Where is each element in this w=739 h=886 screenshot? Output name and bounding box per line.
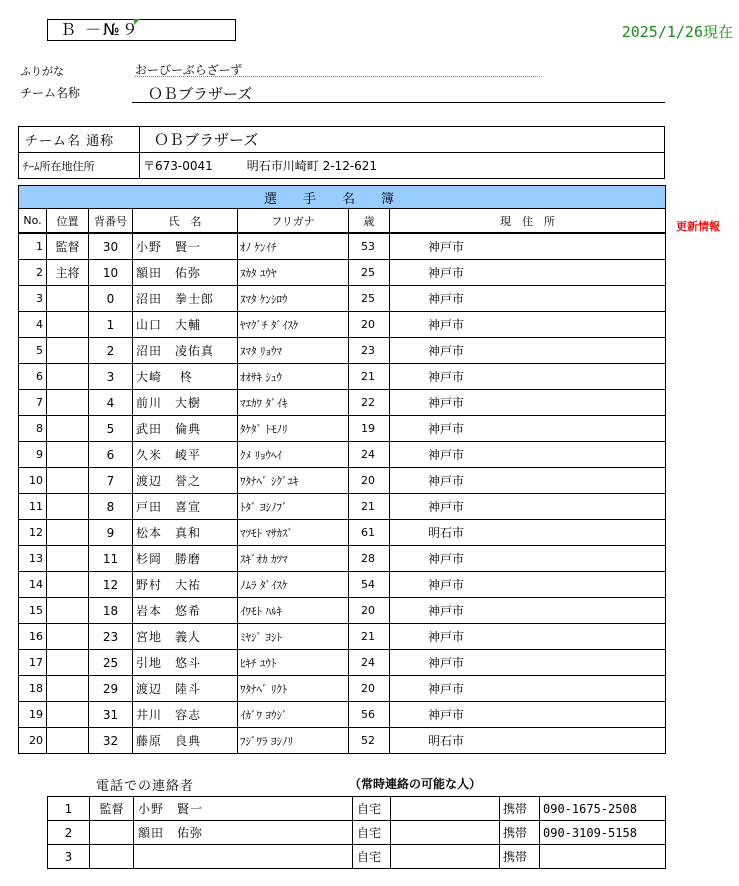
row-position — [47, 338, 89, 364]
row-name: 戸田 喜宣 — [133, 494, 238, 520]
row-kana: ﾄﾀﾞ ﾖｼﾉﾌﾞ — [238, 494, 349, 520]
row-name: 引地 悠斗 — [133, 650, 238, 676]
row-age: 53 — [349, 233, 390, 260]
row-name: 宮地 義人 — [133, 624, 238, 650]
row-kana: ﾔﾏｸﾞﾁ ﾀﾞｲｽｹ — [238, 312, 349, 338]
row-kana: ﾐﾔｼﾞ ﾖｼﾄ — [238, 624, 349, 650]
header-no: No. — [19, 209, 47, 234]
row-name: 岩本 悠希 — [133, 598, 238, 624]
row-number: 12 — [89, 572, 133, 598]
row-no: 14 — [19, 572, 47, 598]
row-number: 31 — [89, 702, 133, 728]
row-no: 4 — [19, 312, 47, 338]
row-age: 20 — [349, 676, 390, 702]
contact-row — [48, 821, 666, 845]
row-no: 19 — [19, 702, 47, 728]
team-id: Ｂ －№９ — [60, 20, 140, 39]
row-age: 25 — [349, 260, 390, 286]
row-kana: ﾀｹﾀﾞ ﾄﾓﾉﾘ — [238, 416, 349, 442]
contact-home-number — [391, 845, 500, 869]
contact-home-number — [391, 797, 500, 821]
row-age: 25 — [349, 286, 390, 312]
row-age: 54 — [349, 572, 390, 598]
row-name: 野村 大祐 — [133, 572, 238, 598]
row-address: 神戸市 — [390, 364, 666, 390]
row-name: 杉岡 勝磨 — [133, 546, 238, 572]
row-name: 藤原 良典 — [133, 728, 238, 754]
row-name: 渡辺 陸斗 — [133, 676, 238, 702]
row-position — [47, 676, 89, 702]
table-row — [19, 702, 666, 728]
row-age: 21 — [349, 494, 390, 520]
row-position — [47, 598, 89, 624]
row-no: 1 — [19, 233, 47, 260]
row-number: 3 — [89, 364, 133, 390]
row-number: 23 — [89, 624, 133, 650]
row-address: 神戸市 — [390, 468, 666, 494]
row-number: 11 — [89, 546, 133, 572]
contact-name: 小野 賢一 — [134, 797, 353, 821]
team-name-label: チーム名称 — [20, 86, 81, 100]
contact-note: （常時連絡の可能な人） — [349, 777, 482, 791]
contact-home-label: 自宅 — [353, 821, 391, 845]
row-age: 22 — [349, 390, 390, 416]
row-no: 10 — [19, 468, 47, 494]
row-number: 1 — [89, 312, 133, 338]
contact-no: 3 — [48, 845, 90, 869]
row-address: 神戸市 — [390, 494, 666, 520]
header-address: 現 住 所 — [390, 209, 666, 234]
address-row — [19, 153, 665, 179]
row-position — [47, 416, 89, 442]
row-kana: ｲｶﾞﾜ ﾖｳｼﾞ — [238, 702, 349, 728]
contact-position: 監督 — [90, 797, 134, 821]
table-row — [19, 546, 666, 572]
row-kana: ﾜﾀﾅﾍﾞ ﾘｸﾄ — [238, 676, 349, 702]
row-position — [47, 442, 89, 468]
row-kana: ﾜﾀﾅﾍﾞ ｼｸﾞﾕｷ — [238, 468, 349, 494]
row-age: 19 — [349, 416, 390, 442]
table-row — [19, 650, 666, 676]
row-number: 8 — [89, 494, 133, 520]
row-number: 29 — [89, 676, 133, 702]
row-kana: ﾇｶﾀ ﾕｳﾔ — [238, 260, 349, 286]
row-kana: ﾏｴｶﾜ ﾀﾞｲｷ — [238, 390, 349, 416]
row-kana: ﾇﾏﾀ ﾘｮｳﾏ — [238, 338, 349, 364]
contact-mobile-label: 携帯 — [500, 821, 540, 845]
row-name: 額田 佑弥 — [133, 260, 238, 286]
row-no: 9 — [19, 442, 47, 468]
row-address: 神戸市 — [390, 416, 666, 442]
row-number: 32 — [89, 728, 133, 754]
row-age: 21 — [349, 364, 390, 390]
contact-home-label: 自宅 — [353, 845, 391, 869]
row-address: 神戸市 — [390, 233, 666, 260]
contact-no: 1 — [48, 797, 90, 821]
contact-home-label: 自宅 — [353, 797, 391, 821]
row-number: 2 — [89, 338, 133, 364]
row-no: 16 — [19, 624, 47, 650]
row-no: 17 — [19, 650, 47, 676]
row-no: 13 — [19, 546, 47, 572]
row-age: 24 — [349, 650, 390, 676]
table-row — [19, 233, 666, 260]
row-age: 24 — [349, 442, 390, 468]
header-age: 歳 — [349, 209, 390, 234]
row-number: 5 — [89, 416, 133, 442]
table-row — [19, 442, 666, 468]
row-age: 21 — [349, 624, 390, 650]
row-number: 30 — [89, 233, 133, 260]
row-position — [47, 650, 89, 676]
row-address: 神戸市 — [390, 546, 666, 572]
contact-no: 2 — [48, 821, 90, 845]
row-address: 神戸市 — [390, 624, 666, 650]
row-kana: ﾉﾑﾗ ﾀﾞｲｽｹ — [238, 572, 349, 598]
row-number: 18 — [89, 598, 133, 624]
table-row — [19, 676, 666, 702]
row-position — [47, 520, 89, 546]
row-no: 12 — [19, 520, 47, 546]
row-address: 神戸市 — [390, 702, 666, 728]
roster-title: 選手名簿 — [19, 186, 666, 209]
row-position — [47, 702, 89, 728]
row-age: 20 — [349, 468, 390, 494]
roster-table — [18, 185, 666, 754]
row-kana: ﾇﾏﾀ ｹﾝｼﾛｳ — [238, 286, 349, 312]
row-name: 前川 大樹 — [133, 390, 238, 416]
team-name-value: ＯＢブラザーズ — [132, 85, 665, 103]
contact-row — [48, 797, 666, 821]
common-name-row — [19, 127, 665, 153]
row-address: 神戸市 — [390, 676, 666, 702]
row-position — [47, 546, 89, 572]
contact-mobile-number: 090-3109-5158 — [540, 821, 666, 845]
row-address: 神戸市 — [390, 650, 666, 676]
team-info-table — [18, 126, 665, 179]
row-name: 松本 真和 — [133, 520, 238, 546]
row-address: 神戸市 — [390, 598, 666, 624]
row-position — [47, 286, 89, 312]
row-position: 主将 — [47, 260, 89, 286]
contact-position — [90, 821, 134, 845]
row-age: 56 — [349, 702, 390, 728]
row-no: 15 — [19, 598, 47, 624]
update-info-label: 更新情報 — [676, 220, 720, 233]
table-row — [19, 312, 666, 338]
row-address: 神戸市 — [390, 286, 666, 312]
common-name-value: ＯＢブラザーズ — [140, 127, 665, 153]
common-name-label: チーム名 通称 — [19, 127, 140, 153]
row-no: 11 — [19, 494, 47, 520]
contact-mobile-number: 090-1675-2508 — [540, 797, 666, 821]
row-name: 沼田 凌佑真 — [133, 338, 238, 364]
contacts-table — [47, 796, 666, 869]
row-address: 神戸市 — [390, 572, 666, 598]
row-name: 山口 大輔 — [133, 312, 238, 338]
roster-body — [19, 233, 666, 754]
row-position — [47, 494, 89, 520]
table-row — [19, 494, 666, 520]
row-position — [47, 364, 89, 390]
row-address: 神戸市 — [390, 338, 666, 364]
contact-name: 額田 佑弥 — [134, 821, 353, 845]
row-kana: ﾌｼﾞﾜﾗ ﾖｼﾉﾘ — [238, 728, 349, 754]
table-row — [19, 520, 666, 546]
row-kana: ﾋｷﾁ ﾕｳﾄ — [238, 650, 349, 676]
row-position — [47, 728, 89, 754]
furigana-value: おーびーぶらざーず — [135, 61, 542, 77]
row-address: 神戸市 — [390, 312, 666, 338]
row-name: 久米 崚平 — [133, 442, 238, 468]
row-position — [47, 312, 89, 338]
row-age: 61 — [349, 520, 390, 546]
row-no: 5 — [19, 338, 47, 364]
row-no: 18 — [19, 676, 47, 702]
row-no: 6 — [19, 364, 47, 390]
roster-title-row — [19, 186, 666, 209]
row-kana: ﾏﾂﾓﾄ ﾏｻｶｽﾞ — [238, 520, 349, 546]
row-position — [47, 572, 89, 598]
row-no: 3 — [19, 286, 47, 312]
table-row — [19, 390, 666, 416]
row-name: 大崎 柊 — [133, 364, 238, 390]
row-number: 25 — [89, 650, 133, 676]
team-id-box — [47, 19, 236, 41]
row-no: 20 — [19, 728, 47, 754]
row-no: 7 — [19, 390, 47, 416]
header-position: 位置 — [47, 209, 89, 234]
as-of-date: 2025/1/26現在 — [621, 23, 733, 41]
row-age: 23 — [349, 338, 390, 364]
table-row — [19, 598, 666, 624]
contact-name — [134, 845, 353, 869]
table-row — [19, 260, 666, 286]
address-label: ﾁｰﾑ所在地住所 — [19, 153, 140, 179]
row-number: 10 — [89, 260, 133, 286]
row-age: 20 — [349, 598, 390, 624]
row-number: 7 — [89, 468, 133, 494]
table-row — [19, 286, 666, 312]
contact-label: 電話での連絡者 — [96, 779, 195, 794]
row-age: 20 — [349, 312, 390, 338]
postal-code: 〒673-0041 — [143, 159, 213, 173]
row-address: 明石市 — [390, 728, 666, 754]
header-kana: フリガナ — [238, 209, 349, 234]
row-number: 4 — [89, 390, 133, 416]
table-row — [19, 624, 666, 650]
row-address: 神戸市 — [390, 390, 666, 416]
contact-mobile-number — [540, 845, 666, 869]
row-address: 明石市 — [390, 520, 666, 546]
row-kana: ｽｷﾞｵｶ ｶﾂﾏ — [238, 546, 349, 572]
row-name: 沼田 拳士郎 — [133, 286, 238, 312]
row-kana: ｲﾜﾓﾄ ﾊﾙｷ — [238, 598, 349, 624]
table-row — [19, 728, 666, 754]
contact-mobile-label: 携帯 — [500, 845, 540, 869]
contact-home-number — [391, 821, 500, 845]
roster-header-row — [19, 209, 666, 234]
row-age: 52 — [349, 728, 390, 754]
contact-row — [48, 845, 666, 869]
row-no: 2 — [19, 260, 47, 286]
table-row — [19, 572, 666, 598]
row-position — [47, 468, 89, 494]
row-number: 6 — [89, 442, 133, 468]
address-value: 明石市川崎町 2-12-621 — [246, 159, 378, 173]
table-row — [19, 364, 666, 390]
table-row — [19, 468, 666, 494]
row-position — [47, 624, 89, 650]
header-name: 氏 名 — [133, 209, 238, 234]
row-number: 9 — [89, 520, 133, 546]
table-row — [19, 338, 666, 364]
row-age: 28 — [349, 546, 390, 572]
row-kana: ｵﾉ ｹﾝｲﾁ — [238, 233, 349, 260]
row-name: 渡辺 誉之 — [133, 468, 238, 494]
furigana-label: ふりがな — [20, 65, 64, 78]
row-kana: ｸﾒ ﾘｮｳﾍｲ — [238, 442, 349, 468]
cell-comment-marker — [134, 19, 140, 25]
header-number: 背番号 — [89, 209, 133, 234]
row-kana: ｵｵｻｷ ｼｭｳ — [238, 364, 349, 390]
row-name: 武田 倫典 — [133, 416, 238, 442]
row-name: 井川 容志 — [133, 702, 238, 728]
row-address: 神戸市 — [390, 260, 666, 286]
row-address: 神戸市 — [390, 442, 666, 468]
row-no: 8 — [19, 416, 47, 442]
row-position — [47, 390, 89, 416]
contacts-body — [48, 797, 666, 869]
table-row — [19, 416, 666, 442]
row-number: 0 — [89, 286, 133, 312]
row-position: 監督 — [47, 233, 89, 260]
contact-mobile-label: 携帯 — [500, 797, 540, 821]
row-name: 小野 賢一 — [133, 233, 238, 260]
address-cell — [140, 153, 665, 179]
contact-position — [90, 845, 134, 869]
